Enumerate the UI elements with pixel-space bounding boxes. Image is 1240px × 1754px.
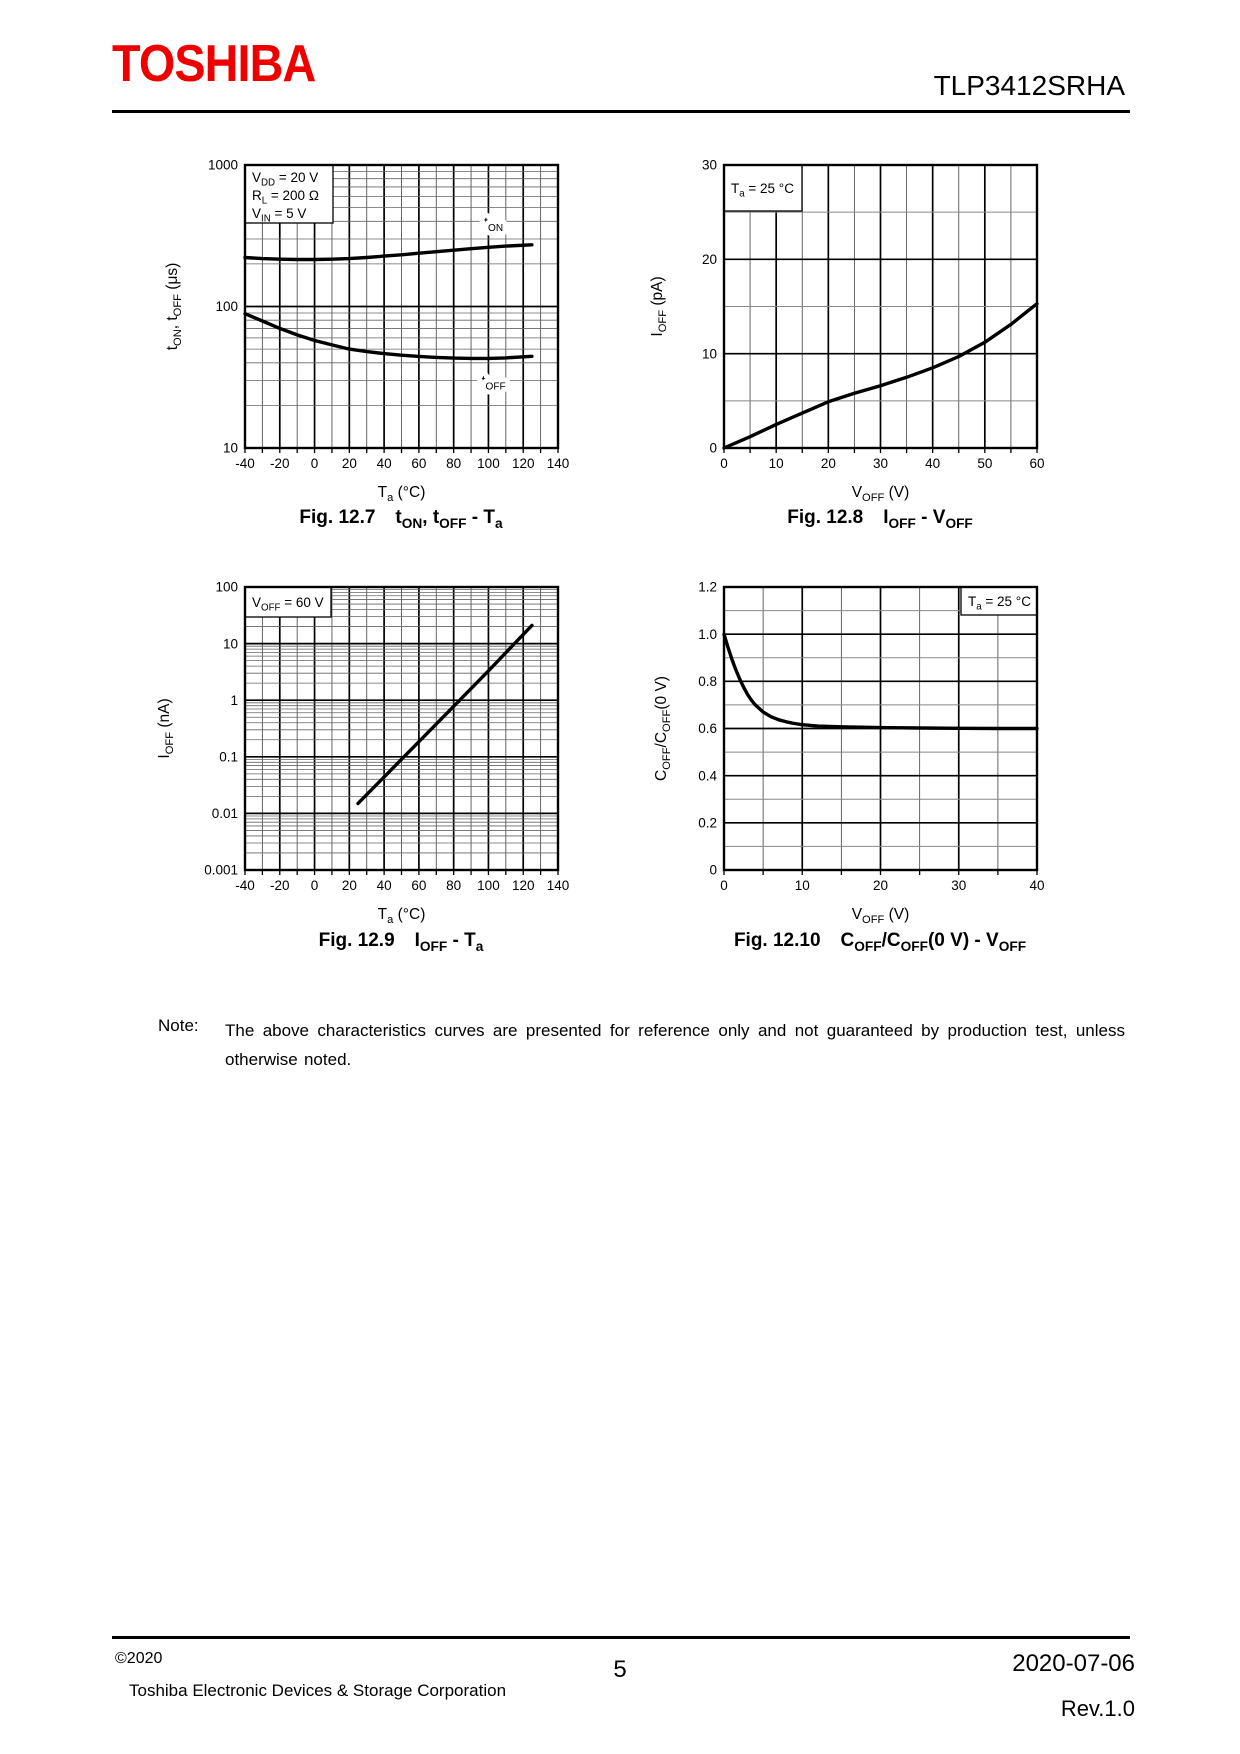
svg-text:40: 40 xyxy=(925,456,941,471)
svg-text:COFF/COFF(0 V): $C_{OFF}/C_{OFF}(0$ V) xyxy=(653,676,674,781)
svg-text:Ta = 25 °C: $T_a$ $^{= 25 ^\circ C}$ xyxy=(968,594,1031,613)
caption-number: Fig. 12.10 xyxy=(733,930,821,951)
svg-text:0.2: 0.2 xyxy=(698,815,717,831)
svg-text:Ta (°C): $T_a$ (°C) xyxy=(377,906,426,927)
svg-text:-20: -20 xyxy=(270,456,290,471)
toshiba-logo: TOSHIBA xyxy=(112,35,316,93)
svg-text:0.01: 0.01 xyxy=(211,806,238,822)
svg-text:50: 50 xyxy=(977,456,993,471)
svg-text:10: 10 xyxy=(222,636,238,652)
caption-number: Fig. 12.7 xyxy=(299,507,376,528)
caption-number: Fig. 12.8 xyxy=(787,507,864,528)
svg-text:1.2: 1.2 xyxy=(698,579,717,595)
svg-text:100: 100 xyxy=(215,299,238,315)
document-revision: Rev.1.0 xyxy=(1060,1696,1135,1721)
svg-text:tON: $t_{ON}$ xyxy=(484,214,504,234)
svg-text:1000: 1000 xyxy=(207,157,238,173)
caption-number: Fig. 12.9 xyxy=(318,930,395,951)
svg-text:IOFF (pA): $I_{OFF}$ (pA) xyxy=(649,276,670,337)
svg-text:tOFF: $t_{OFF}$ xyxy=(481,372,506,393)
part-number: TLP3412SRHA xyxy=(933,70,1125,101)
svg-text:-20: -20 xyxy=(270,878,290,893)
svg-text:40: 40 xyxy=(376,456,392,471)
chart-fig12-9-ioff-vs-ta xyxy=(140,562,590,967)
svg-text:140: 140 xyxy=(546,878,570,893)
svg-text:VIN = 5 V: $V_{IN}$ $^{= 5 V}$ xyxy=(252,206,307,225)
svg-text:60: 60 xyxy=(411,456,427,471)
svg-text:20: 20 xyxy=(820,456,836,471)
svg-text:0.1: 0.1 xyxy=(219,749,238,765)
caption-formula: $I_{OFF} - V_{OFF}$ xyxy=(883,507,973,531)
svg-text:1.0: 1.0 xyxy=(698,626,717,642)
svg-text:20: 20 xyxy=(872,878,889,893)
svg-text:30: 30 xyxy=(701,157,717,173)
svg-text:0: 0 xyxy=(310,456,319,471)
caption-formula: $t_{ON}$, $t_{OFF} - T_a$ xyxy=(395,507,503,531)
svg-text:VOFF (V): $V_{OFF}$ (V) xyxy=(851,906,910,927)
svg-text:100: 100 xyxy=(477,456,500,471)
caption-fig12-10 xyxy=(655,930,1105,952)
svg-text:20: 20 xyxy=(341,456,357,471)
svg-text:120: 120 xyxy=(511,456,535,471)
svg-text:60: 60 xyxy=(411,878,427,893)
svg-text:20: 20 xyxy=(701,252,717,268)
svg-text:RL = 200 Ω: $R_L$ $^{= 200 \Omega}$ xyxy=(252,188,319,207)
svg-text:1: 1 xyxy=(230,692,238,708)
caption-fig12-8 xyxy=(655,507,1105,529)
svg-text:0: 0 xyxy=(720,878,728,893)
svg-text:0: 0 xyxy=(720,456,728,471)
svg-text:80: 80 xyxy=(446,878,462,893)
svg-text:10: 10 xyxy=(701,346,717,362)
document-date: 2020-07-06 xyxy=(1012,1650,1135,1677)
svg-text:40: 40 xyxy=(1029,878,1045,893)
svg-text:100: 100 xyxy=(215,579,238,595)
svg-text:-40: -40 xyxy=(235,456,255,471)
svg-text:tON, tOFF (μs): $t_{ON}$, $t_{OFF}$ (μs) xyxy=(164,262,185,351)
svg-text:Ta = 25 °C: $T_a$ $^{= 25 ^\circ C}$ xyxy=(731,181,794,200)
company-name: Toshiba Electronic Devices & Storage Corporation xyxy=(129,1681,507,1700)
svg-text:VDD = 20 V: $V_{DD}$ $^{= 20 V}$ xyxy=(252,170,319,189)
svg-text:140: 140 xyxy=(546,456,570,471)
chart-fig12-10-coff-ratio-vs-voff xyxy=(619,562,1069,967)
caption-formula: $I_{OFF} - T_a$ xyxy=(414,930,484,954)
svg-text:0: 0 xyxy=(709,440,717,456)
copyright-year: ©2020 xyxy=(115,1650,163,1667)
svg-text:0: 0 xyxy=(709,862,717,878)
svg-text:40: 40 xyxy=(376,878,392,893)
caption-formula: $C_{OFF}/C_{OFF}(0$ $V) - V_{OFF}$ xyxy=(840,930,1027,954)
svg-text:VOFF (V): $V_{OFF}$ (V) xyxy=(851,484,910,505)
svg-text:VOFF = 60 V: $V_{OFF}$ $^{= 60 V}$ xyxy=(252,595,324,614)
chart-fig12-8-ioff-vs-voff xyxy=(619,140,1069,545)
svg-text:100: 100 xyxy=(477,878,500,893)
note-text: The above characteristics curves are presented for reference only and not guaranteed by production test, unless otherwise noted. xyxy=(225,1021,1125,1069)
svg-text:30: 30 xyxy=(951,878,967,893)
header-rule xyxy=(112,110,1130,113)
svg-text:IOFF (nA): $I_{OFF}$ (nA) xyxy=(156,698,177,759)
svg-text:20: 20 xyxy=(341,878,357,893)
svg-text:0.6: 0.6 xyxy=(698,721,717,737)
svg-text:0.4: 0.4 xyxy=(698,768,717,784)
svg-text:0.8: 0.8 xyxy=(698,674,717,690)
note-label: Note: xyxy=(158,1016,199,1035)
svg-text:0: 0 xyxy=(310,878,319,893)
chart-fig12-7-ton-toff-vs-ta xyxy=(140,140,590,545)
svg-text:10: 10 xyxy=(222,440,238,456)
footer-rule xyxy=(112,1636,1130,1639)
caption-fig12-9 xyxy=(176,930,626,952)
svg-text:30: 30 xyxy=(872,456,889,471)
svg-text:60: 60 xyxy=(1029,456,1045,471)
svg-text:Ta (°C): $T_a$ (°C) xyxy=(377,484,426,505)
caption-fig12-7 xyxy=(176,507,626,529)
page-number: 5 xyxy=(613,1656,627,1683)
svg-text:120: 120 xyxy=(511,878,535,893)
svg-text:10: 10 xyxy=(794,878,810,893)
svg-text:80: 80 xyxy=(446,456,462,471)
svg-text:-40: -40 xyxy=(235,878,255,893)
svg-text:0.001: 0.001 xyxy=(204,862,238,878)
svg-text:10: 10 xyxy=(768,456,784,471)
footer-revision-block xyxy=(1012,1650,1135,1722)
